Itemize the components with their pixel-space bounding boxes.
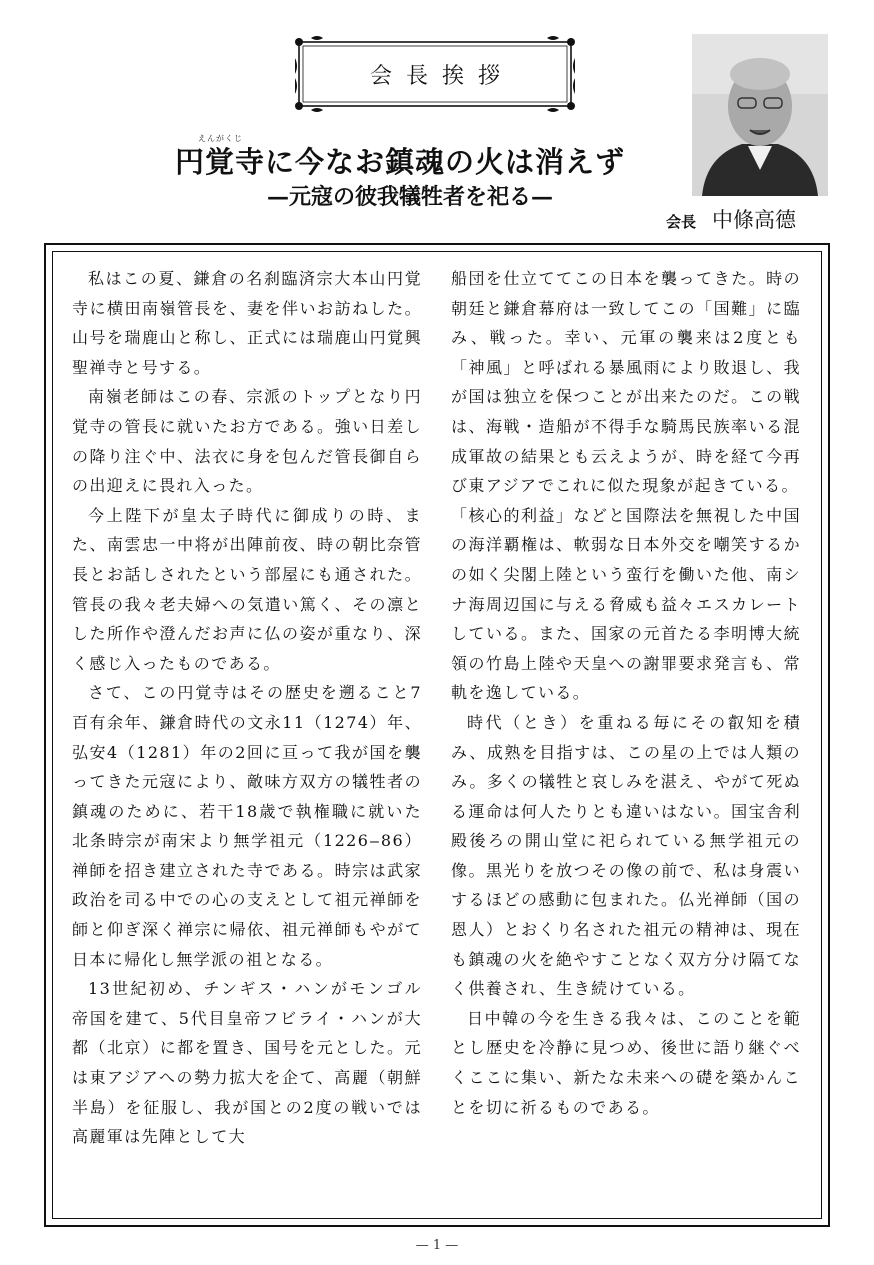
author-name: 中條高德 <box>712 208 797 232</box>
paragraph: さて、この円覚寺はその歴史を遡ること7百有余年、鎌倉時代の文永11（1274）年、弘安4（1281）年の2回に亘って我が国を襲ってきた元寇により、敵味方双方の犠牲者の鎮魂のために、若干18歳で執権職に就いた北条時宗が南宋より無学祖元（1226‒86）禅師を招き建立された寺である。時宗は武家政治を司る中での心の支えとして祖元禅師を師と仰ぎ深く禅宗に帰依、祖元禅師もやがて日本に帰化し無学派の祖となる。 <box>72 683 422 969</box>
paragraph: 「核心的利益」などと国際法を無視した中国の海洋覇権は、軟弱な日本外交を嘲笑するかの如く尖閣上陸という蛮行を働いた他、南シナ海周辺国に与える脅威も益々エスカレートしている。また、国家の元首たる李明博大統領の竹島上陸や天皇への謝罪要求発言も、常軌を逸している。 <box>451 505 801 703</box>
paragraph: 今上陛下が皇太子時代に御成りの時、また、南雲忠一中将が出陣前夜、時の朝比奈管長とお話しされたという部屋にも通された。管長の我々老夫婦への気遣い篤く、その凛とした所作や澄んだお声に仏の姿が重なり、深く感じ入ったものである。 <box>72 505 422 673</box>
article-subtitle: —元寇の彼我犠牲者を祀る— <box>266 184 553 210</box>
page-number: — 1 — <box>415 1238 459 1253</box>
section-title: 会長挨拶 <box>369 63 514 89</box>
paragraph: 時代（とき）を重ねる毎にその叡知を積み、成熟を目指すは、この星の上では人類のみ。多くの犠牲と哀しみを湛え、やがて死ぬる運命は何人たりとも違いはない。国宝舎利殿後ろの開山堂に祀られている無学祖元の像。黒光りを放つその像の前で、私は身震いするほどの感動に包まれた。仏光禅師（国の恩人）とおくり名された祖元の精神は、現在も鎮魂の火を絶やすことなく双方分け隔てなく供養され、生き続けている。 <box>451 712 801 999</box>
paragraph: 日中韓の今を生きる我々は、このことを範とし歴史を冷静に見つめ、後世に語り継ぐべくここに集い、新たな未来への礎を築かんことを切に祈るものである。 <box>451 1008 801 1117</box>
article-column-right <box>451 264 801 1122</box>
paragraph: 私はこの夏、鎌倉の名刹臨済宗大本山円覚寺に横田南嶺管長を、妻を伴いお訪ねした。山号を瑞鹿山と称し、正式には瑞鹿山円覚興聖禅寺と号する。 <box>72 269 422 377</box>
article-column-left <box>72 264 422 1152</box>
author-credit <box>666 204 846 234</box>
portrait-image <box>692 34 828 196</box>
paragraph: 南嶺老師はこの春、宗派のトップとなり円覚寺の管長に就いたお方である。強い日差しの降り注ぐ中、法衣に身を包んだ管長御自らの出迎えに畏れ入った。 <box>72 387 422 496</box>
paragraph: 船団を仕立ててこの日本を襲ってきた。時の朝廷と鎌倉幕府は一致してこの「国難」に臨み、戦った。幸い、元軍の襲来は2度とも「神風」と呼ばれる暴風雨により敗退し、我が国は独立を保つことが出来たのだ。この戦は、海戦・造船が不得手な騎馬民族率いる混成軍故の結果とも云えようが、時を経て今再び東アジアでこれに似た現象が起きている。 <box>451 269 801 496</box>
author-portrait <box>692 34 828 196</box>
paragraph: 13世紀初め、チンギス・ハンがモンゴル帝国を建て、5代目皇帝フビライ・ハンが大都（北京）に都を置き、国号を元とした。元は東アジアへの勢力拡大を企て、高麗（朝鮮半島）を征服し、我が国との2度の戦いでは高麗軍は先陣として大 <box>72 979 422 1147</box>
section-title-frame <box>295 34 575 114</box>
author-role: 会長 <box>666 213 697 231</box>
title-ruby: えんがくじ <box>198 134 243 143</box>
article-title: 円覚寺に今なお鎮魂の火は消えず <box>174 145 625 179</box>
